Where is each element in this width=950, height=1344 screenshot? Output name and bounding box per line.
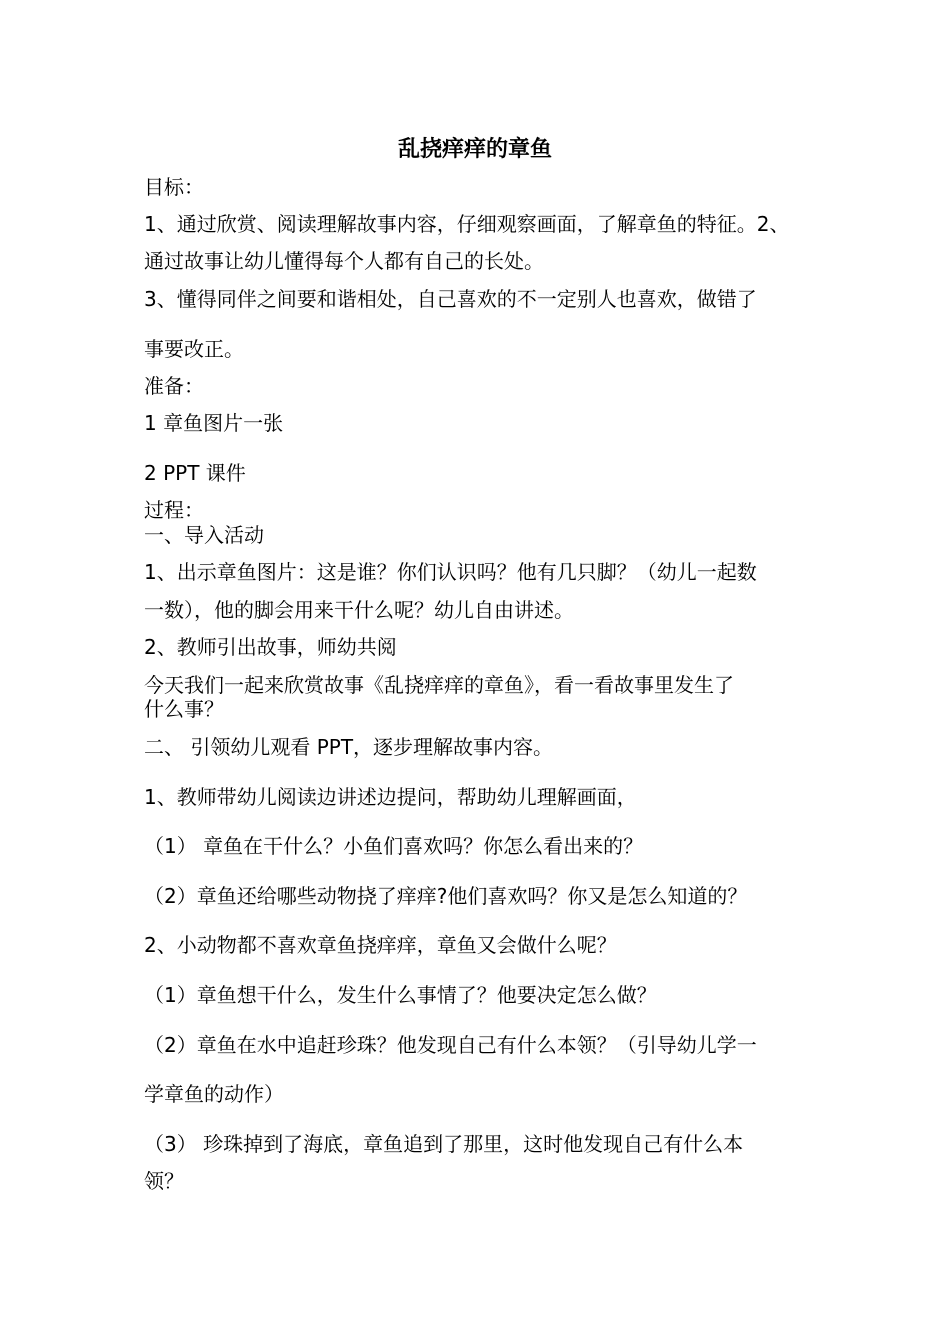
text-line: （1）章鱼想干什么，发生什么事情了？他要决定怎么做？ (144, 983, 657, 1007)
text-line: 1、教师带幼儿阅读边讲述边提问，帮助幼儿理解画面， (144, 785, 637, 809)
text-line: 2、小动物都不喜欢章鱼挠痒痒，章鱼又会做什么呢？ (144, 933, 617, 957)
text-line: 2、教师引出故事，师幼共阅 (144, 635, 397, 659)
text-line: （1） 章鱼在干什么？小鱼们喜欢吗？你怎么看出来的？ (144, 834, 644, 858)
text-line: 通过故事让幼儿懂得每个人都有自己的长处。 (144, 249, 544, 273)
text-line: 1、出示章鱼图片：这是谁？你们认识吗？他有几只脚？（幼儿一起数 (144, 560, 757, 584)
text-line: 领？ (144, 1169, 184, 1193)
text-line: 今天我们一起来欣赏故事《乱挠痒痒的章鱼》，看一看故事里发生了 (144, 673, 734, 697)
text-line: 什么事？ (144, 697, 224, 721)
document-title: 乱挠痒痒的章鱼 (397, 137, 552, 162)
section-heading-process: 过程： (144, 498, 204, 522)
text-line: 一数），他的脚会用来干什么呢？幼儿自由讲述。 (144, 598, 574, 622)
text-line: 3、懂得同伴之间要和谐相处，自己喜欢的不一定别人也喜欢，做错了 (144, 287, 757, 311)
text-line: 1、通过欣赏、阅读理解故事内容，仔细观察画面，了解章鱼的特征。2、 (144, 212, 790, 236)
section-heading-preparation: 准备： (144, 374, 204, 398)
text-line: （3） 珍珠掉到了海底，章鱼追到了那里，这时他发现自己有什么本 (144, 1132, 744, 1156)
text-line: 事要改正。 (144, 337, 244, 361)
text-line: 2 PPT 课件 (144, 461, 246, 485)
text-line: 学章鱼的动作） (144, 1082, 284, 1106)
subsection-heading: 二、 引领幼儿观看 PPT，逐步理解故事内容。 (144, 735, 554, 759)
subsection-heading: 一、导入活动 (144, 523, 264, 547)
text-line: （2）章鱼在水中追赶珍珠？他发现自己有什么本领？（引导幼儿学一 (144, 1033, 757, 1057)
text-line: （2）章鱼还给哪些动物挠了痒痒?他们喜欢吗？你又是怎么知道的？ (144, 884, 748, 908)
text-line: 1 章鱼图片一张 (144, 411, 284, 435)
section-heading-goals: 目标： (144, 175, 204, 199)
